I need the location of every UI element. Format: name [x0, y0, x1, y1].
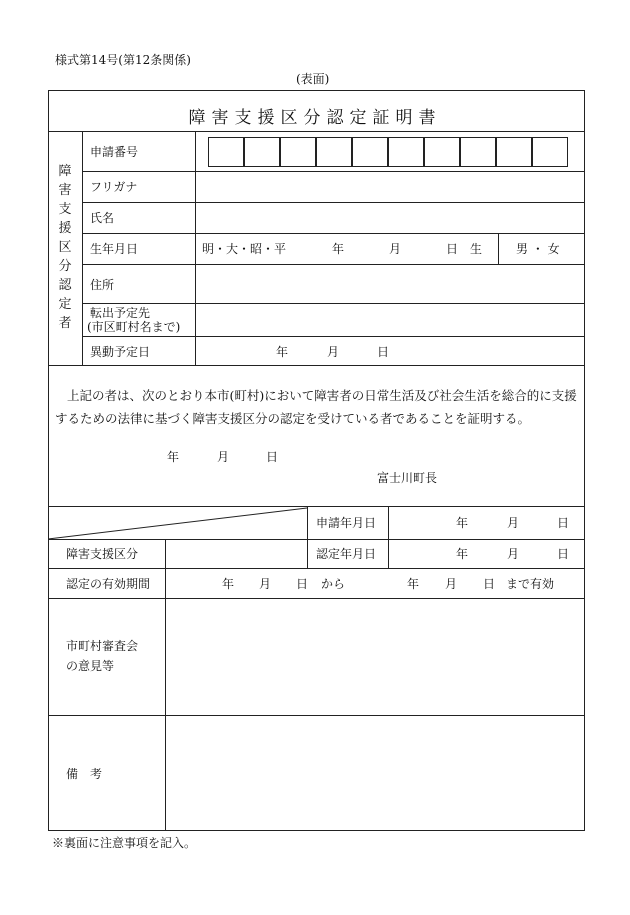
- support-class-field[interactable]: [166, 540, 306, 568]
- vertical-char: 者: [58, 316, 72, 331]
- name-field[interactable]: [196, 203, 584, 233]
- vertical-char: 認: [58, 278, 72, 293]
- row-divider: [82, 336, 585, 337]
- validity-from-day-unit: 日: [296, 577, 309, 591]
- row-divider: [82, 233, 585, 234]
- vertical-char: 援: [58, 221, 72, 236]
- application-number-digit-box[interactable]: [388, 137, 424, 167]
- application-number-digit-box[interactable]: [496, 137, 532, 167]
- certification-month-unit: 月: [217, 450, 230, 464]
- application-number-digit-box[interactable]: [244, 137, 280, 167]
- validity-from-text: から: [321, 577, 346, 591]
- move-date-label: 異動予定日: [90, 345, 151, 359]
- application-number-label: 申請番号: [90, 145, 139, 159]
- furigana-field[interactable]: [196, 172, 584, 202]
- committee-label-line2: の意見等: [66, 659, 115, 673]
- address-field[interactable]: [196, 265, 584, 303]
- page-title: 障害支援区分認定証明書: [188, 108, 442, 128]
- application-day-unit: 日: [557, 516, 570, 530]
- birth-date-label: 生年月日: [90, 242, 139, 256]
- form-number: 様式第14号(第12条関係): [55, 53, 191, 67]
- application-date-label: 申請年月日: [316, 516, 377, 530]
- footnote: ※裏面に注意事項を記入。: [52, 836, 197, 850]
- birth-year-unit: 年: [332, 242, 345, 256]
- validity-until-text: まで有効: [506, 577, 555, 591]
- gender-divider: [498, 233, 499, 264]
- application-number-digit-box[interactable]: [532, 137, 568, 167]
- certification-line-1: 上記の者は、次のとおり本市(町村)において障害者の日常生活及び社会生活を総合的に支援: [67, 388, 577, 403]
- cert-year-unit: 年: [456, 547, 469, 561]
- remarks-label: 備 考: [66, 767, 103, 781]
- cert-month-unit: 月: [507, 547, 520, 561]
- gender-options[interactable]: 男 ・ 女: [516, 242, 560, 256]
- issuer-name: 富士川町長: [377, 471, 438, 485]
- vertical-char: 害: [58, 183, 72, 198]
- vertical-char: 区: [58, 240, 72, 255]
- committee-label-line1: 市町村審査会: [66, 639, 139, 653]
- col-divider: [388, 507, 389, 568]
- transfer-label-line2: (市区町村名まで): [87, 320, 181, 334]
- validity-from-month-unit: 月: [259, 577, 272, 591]
- birth-month-unit: 月: [389, 242, 402, 256]
- row-divider: [48, 365, 585, 366]
- move-year-unit: 年: [276, 345, 289, 359]
- transfer-destination-field[interactable]: [196, 304, 584, 336]
- birth-suffix: 生: [470, 242, 483, 256]
- support-class-label: 障害支援区分: [66, 547, 139, 561]
- certification-day-unit: 日: [266, 450, 279, 464]
- vertical-char: 支: [58, 202, 72, 217]
- certification-year-unit: 年: [167, 450, 180, 464]
- diagonal-slash: [48, 507, 308, 540]
- application-year-unit: 年: [456, 516, 469, 530]
- application-number-digit-box[interactable]: [316, 137, 352, 167]
- application-month-unit: 月: [507, 516, 520, 530]
- certification-line-2: するための法律に基づく障害支援区分の認定を受けている者であることを証明する。: [55, 411, 531, 426]
- validity-to-year-unit: 年: [407, 577, 420, 591]
- vertical-char: 分: [58, 259, 72, 274]
- application-number-digit-box[interactable]: [352, 137, 388, 167]
- name-label: 氏名: [90, 211, 115, 225]
- move-day-unit: 日: [377, 345, 390, 359]
- birth-era-options[interactable]: 明・大・昭・平: [202, 242, 287, 256]
- title-divider: [48, 131, 585, 132]
- address-label: 住所: [90, 278, 115, 292]
- application-number-digit-box[interactable]: [208, 137, 244, 167]
- col-divider-1: [82, 131, 83, 365]
- vertical-char: 定: [58, 297, 72, 312]
- cert-day-unit: 日: [557, 547, 570, 561]
- certification-date-label: 認定年月日: [316, 547, 377, 561]
- vertical-char: 障: [58, 164, 72, 179]
- application-number-digit-box[interactable]: [280, 137, 316, 167]
- validity-from-year-unit: 年: [222, 577, 235, 591]
- birth-day-unit: 日: [446, 242, 459, 256]
- row-divider: [48, 568, 585, 569]
- application-number-digit-box[interactable]: [424, 137, 460, 167]
- remarks-field[interactable]: [166, 716, 584, 830]
- application-number-digit-box[interactable]: [460, 137, 496, 167]
- validity-to-day-unit: 日: [483, 577, 496, 591]
- move-month-unit: 月: [327, 345, 340, 359]
- transfer-label-line1: 転出予定先: [90, 306, 151, 320]
- committee-opinion-field[interactable]: [166, 599, 584, 715]
- side-label: (表面): [296, 72, 330, 86]
- certification-text: [55, 384, 577, 430]
- validity-to-month-unit: 月: [445, 577, 458, 591]
- validity-period-label: 認定の有効期間: [66, 577, 151, 591]
- furigana-label: フリガナ: [90, 180, 138, 194]
